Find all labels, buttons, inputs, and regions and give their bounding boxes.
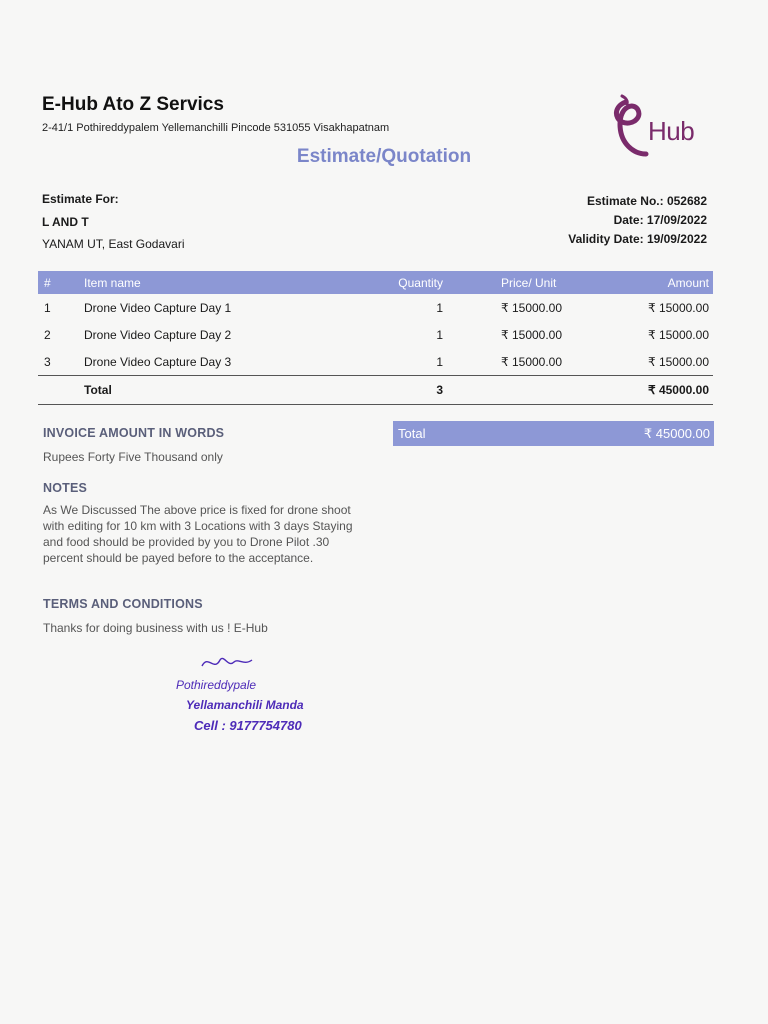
estimate-date: Date: 17/09/2022 xyxy=(613,213,707,227)
total-summary-bar xyxy=(393,421,714,446)
terms-heading: TERMS AND CONDITIONS xyxy=(43,597,203,611)
row-quantity: 1 xyxy=(436,327,443,342)
company-stamp xyxy=(170,652,340,747)
terms-text: Thanks for doing business with us ! E-Hub xyxy=(43,621,268,635)
header-quantity: Quantity xyxy=(398,275,443,290)
header-num: # xyxy=(44,275,51,290)
stamp-line-1: Pothireddypale xyxy=(176,678,257,692)
table-header-row xyxy=(38,271,713,294)
stamp-line-3: Cell : 9177754780 xyxy=(194,718,302,733)
stamp-signature-icon xyxy=(198,652,258,674)
estimate-meta xyxy=(568,192,707,249)
row-amount: ₹ 15000.00 xyxy=(647,300,709,315)
header-price-unit: Price/ Unit xyxy=(501,275,557,290)
table-row xyxy=(38,321,713,348)
amount-in-words-heading: INVOICE AMOUNT IN WORDS xyxy=(43,426,225,440)
row-item-name: Drone Video Capture Day 1 xyxy=(84,300,232,315)
row-num: 3 xyxy=(44,354,51,369)
client-address: YANAM UT, East Godavari xyxy=(42,237,185,251)
total-summary-amount: ₹ 45000.00 xyxy=(643,426,710,441)
logo-text: Hub xyxy=(648,116,695,146)
total-label: Total xyxy=(80,376,349,405)
company-name: E-Hub Ato Z Servics xyxy=(42,94,224,115)
row-amount: ₹ 15000.00 xyxy=(647,354,709,369)
row-quantity: 1 xyxy=(436,354,443,369)
company-address: 2-41/1 Pothireddypalem Yellemanchilli Pincode 531055 Visakhapatnam xyxy=(42,122,390,134)
client-name: L AND T xyxy=(42,215,89,229)
items-table xyxy=(38,271,713,405)
row-price: ₹ 15000.00 xyxy=(501,354,563,369)
header-item-name: Item name xyxy=(84,275,141,290)
row-price: ₹ 15000.00 xyxy=(501,327,563,342)
row-amount: ₹ 15000.00 xyxy=(647,327,709,342)
row-num: 2 xyxy=(44,327,51,342)
row-price: ₹ 15000.00 xyxy=(501,300,563,315)
row-quantity: 1 xyxy=(436,300,443,315)
amount-in-words-text: Rupees Forty Five Thousand only xyxy=(43,450,223,464)
document-title: Estimate/Quotation xyxy=(296,146,472,167)
estimate-for-label: Estimate For: xyxy=(42,192,119,206)
notes-text: As We Discussed The above price is fixed for drone shoot with editing for 10 km with 3 Locations with 3 days Staying and food should be provided by you to Drone Pilot .30 percent should be payed before to the acceptance. xyxy=(43,503,353,565)
validity-date: Validity Date: 19/09/2022 xyxy=(568,232,707,246)
row-num: 1 xyxy=(44,300,51,315)
table-total-row xyxy=(38,376,713,405)
stamp-line-2: Yellamanchili Manda xyxy=(186,698,304,712)
table-row xyxy=(38,294,713,321)
table-row xyxy=(38,348,713,376)
header-amount: Amount xyxy=(667,275,709,290)
total-amount: ₹ 45000.00 xyxy=(605,376,713,405)
row-item-name: Drone Video Capture Day 3 xyxy=(84,354,232,369)
row-item-name: Drone Video Capture Day 2 xyxy=(84,327,232,342)
total-summary-label: Total xyxy=(398,426,426,441)
notes-heading: NOTES xyxy=(43,481,88,495)
estimate-number: Estimate No.: 052682 xyxy=(586,194,707,208)
total-quantity: 3 xyxy=(349,376,473,405)
